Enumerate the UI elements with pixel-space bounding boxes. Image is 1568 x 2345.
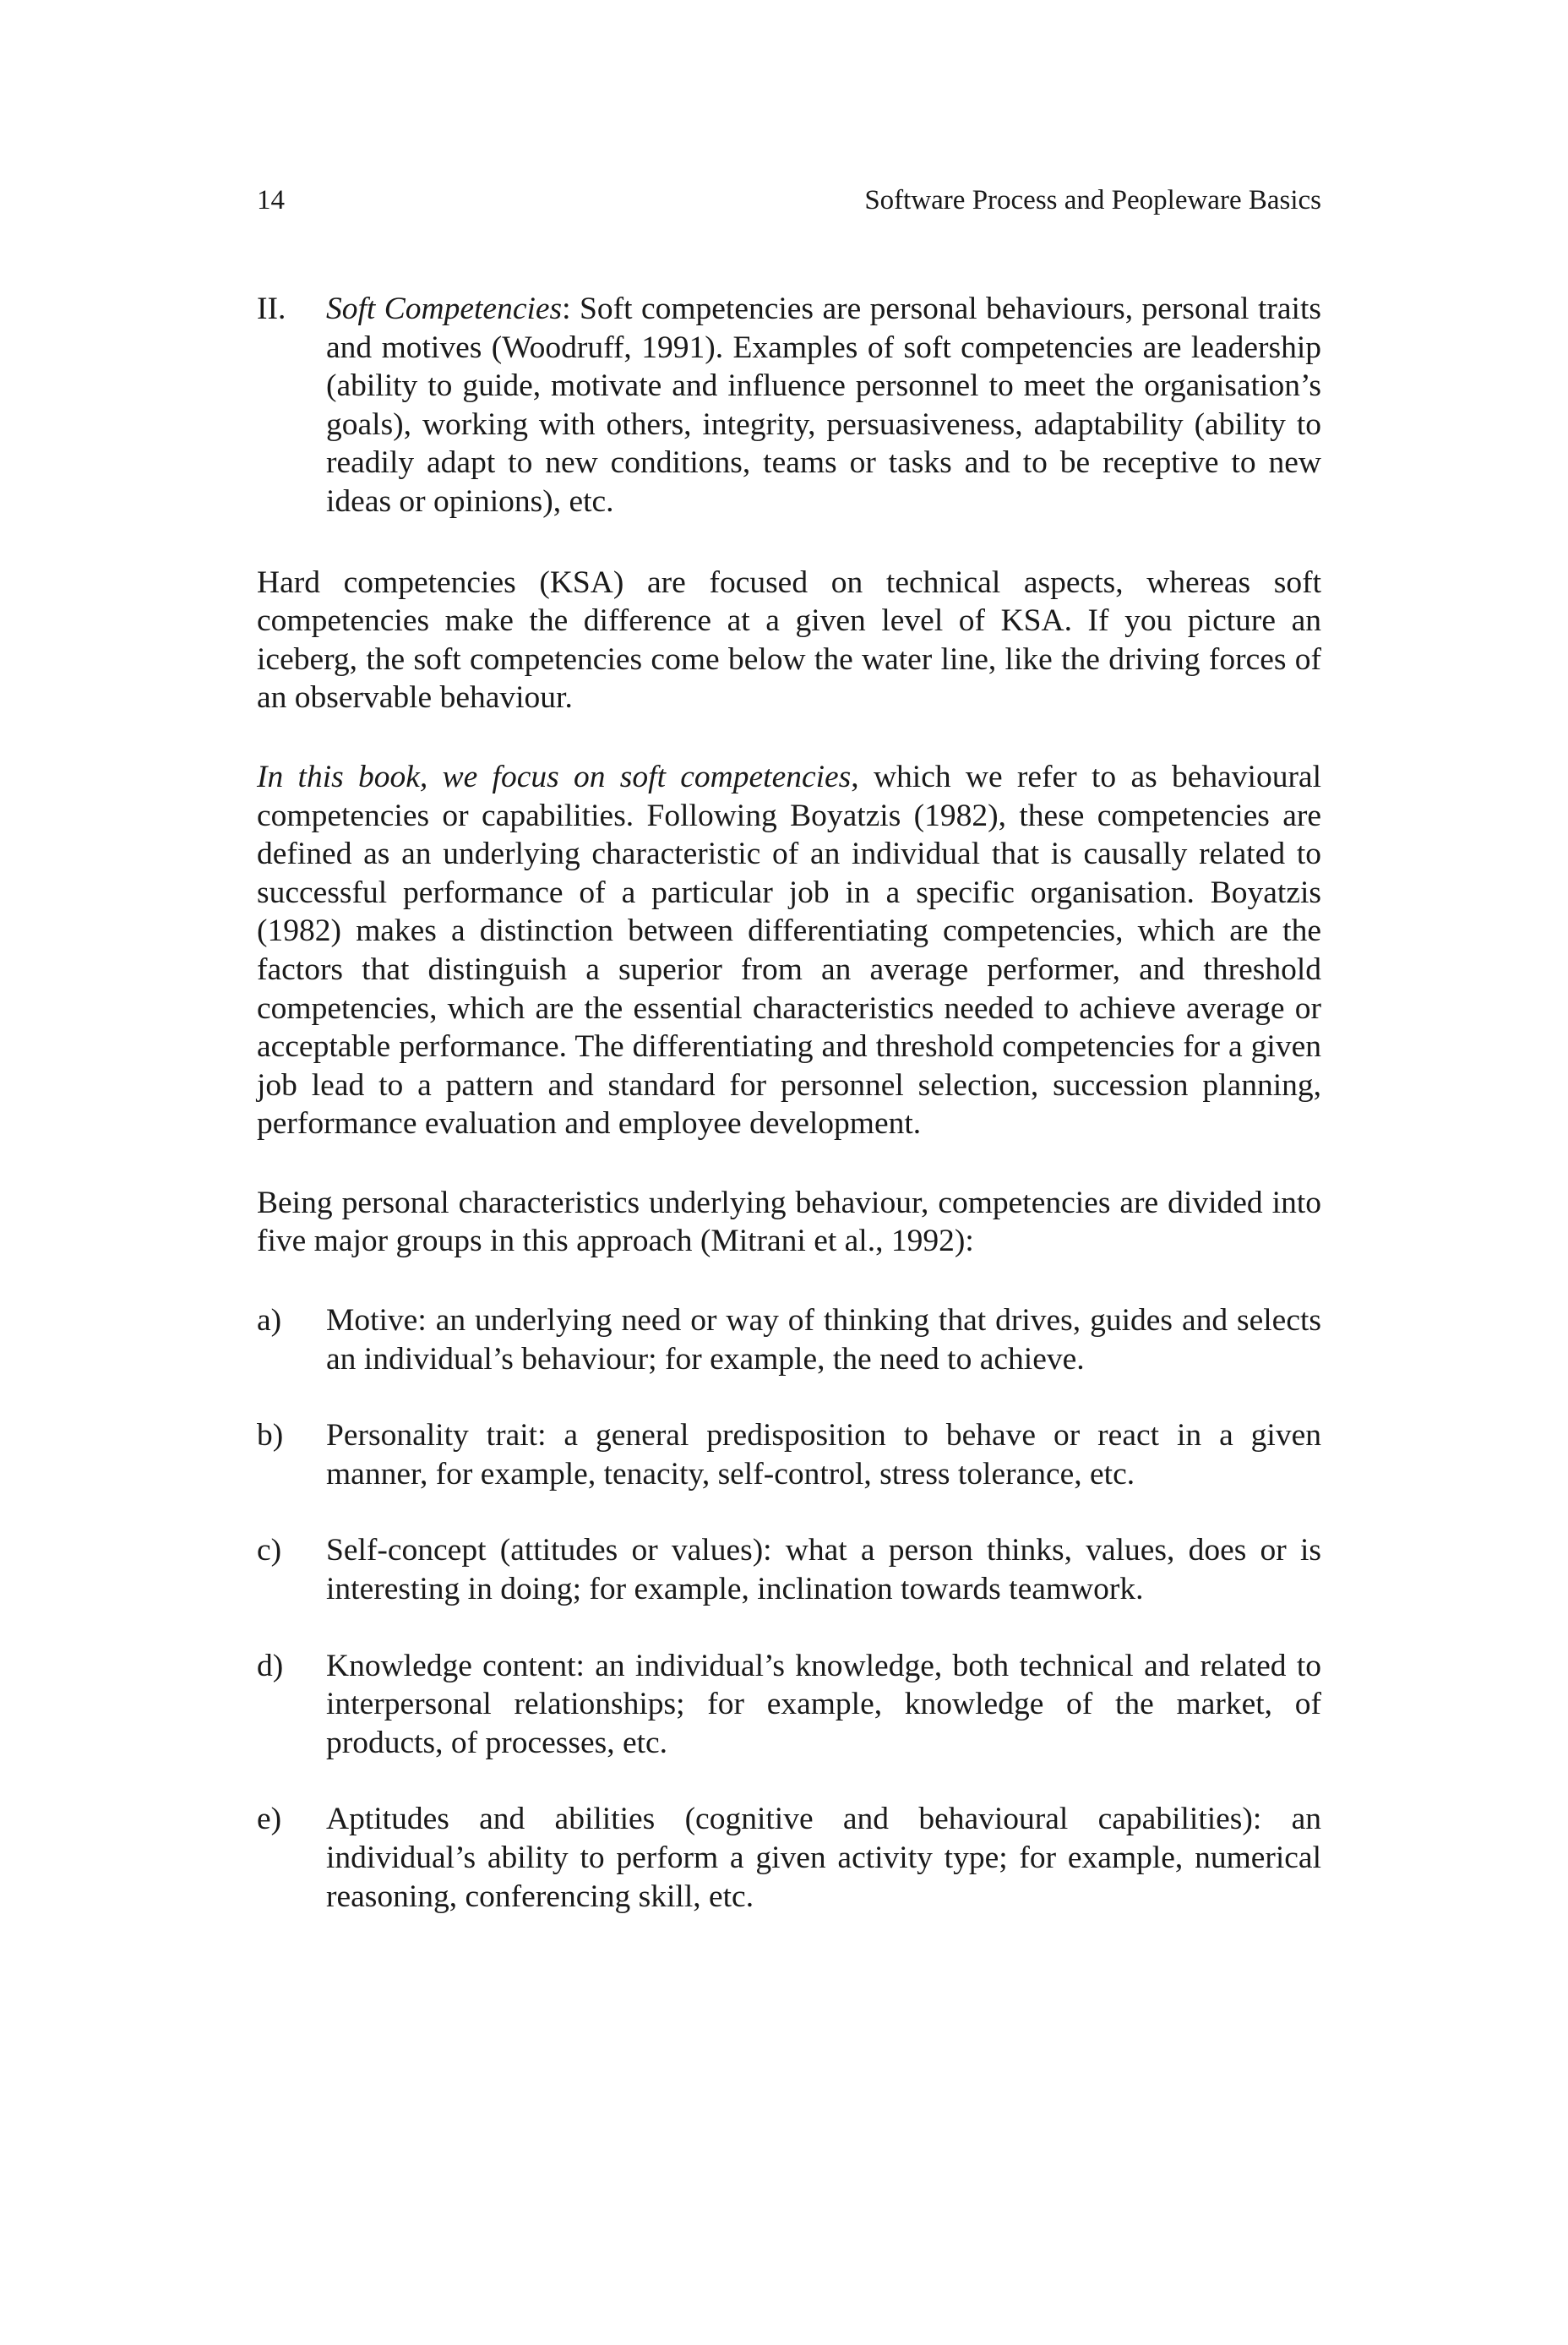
list-item-content: Personality trait: a general predisposition to behave or react in a given manner, for example, tenacity, self-control, stress tolerance, etc. (326, 1418, 1321, 1492)
definition-text: : Soft competencies are personal behaviours, personal traits and motives (Woodruff, 1991). Examples of soft competencies are leadership (ability to guide, motivate and influence personnel to meet the organisation’s goals), working with others, integrity, persuasiveness, adaptability (ability to readily adapt to new conditions, teams or tasks and to be receptive to new ideas or opinions), etc. (326, 292, 1321, 519)
paragraph-hard-competencies: Hard competencies (KSA) are focused on technical aspects, whereas soft competencies make the difference at a given level of KSA. If you picture an iceberg, the soft competencies come below the water line, like the driving forces of an observable behaviour. (257, 564, 1321, 716)
list-marker: II. (257, 292, 286, 326)
page-header (257, 179, 1321, 221)
list-marker: e) (257, 1802, 282, 1837)
list-item-content: Aptitudes and abilities (cognitive and behavioural capabilities): an individual’s ability to perform a given activity type; for example, numerical reasoning, conferencing skill, etc. (326, 1802, 1321, 1914)
list-item (257, 1301, 1321, 1378)
list-marker: b) (257, 1418, 284, 1453)
list-marker: d) (257, 1648, 284, 1683)
focus-statement: In this book, we focus on soft competencies (257, 759, 852, 794)
list-item-content: Knowledge content: an individual’s knowledge, both technical and related to interpersonal relationships; for example, knowledge of the market, of products, of processes, etc. (326, 1648, 1321, 1760)
list-item (257, 1647, 1321, 1763)
list-item (257, 1800, 1321, 1916)
list-marker: c) (257, 1533, 282, 1568)
paragraph-focus (257, 758, 1321, 1143)
paragraph-groups-intro: Being personal characteristics underlying behaviour, competencies are divided into five major groups in this approach (Mitrani et al., 1992): (257, 1185, 1321, 1259)
competency-groups-list (257, 1301, 1321, 1916)
list-marker: a) (257, 1303, 282, 1339)
list-item-content (326, 290, 1321, 521)
list-item-content: Self-concept (attitudes or values): what a person thinks, values, does or is interesting in doing; for example, inclination towards teamwork. (326, 1533, 1321, 1607)
list-item-content: Motive: an underlying need or way of thinking that drives, guides and selects an individual’s behaviour; for example, the need to achieve. (326, 1303, 1321, 1377)
list-item-soft-competencies (257, 290, 1321, 521)
list-item (257, 1531, 1321, 1608)
body-text (257, 290, 1321, 1916)
list-item (257, 1416, 1321, 1493)
running-title: Software Process and Peopleware Basics (864, 185, 1321, 215)
page-number: 14 (257, 185, 285, 215)
paragraph-focus-text: , which we refer to as behavioural competencies or capabilities. Following Boyatzis (1982), these competencies are defined as an underlying characteristic of an individual that is causally related to successful performance of a particular job in a specific organisation. Boyatzis (1982) makes a distinction between differentiating competencies, which are the factors that distinguish a superior from an average performer, and threshold competencies, which are the essential characteristics needed to achieve average or acceptable performance. The differentiating and threshold competencies for a given job lead to a pattern and standard for personnel selection, succession planning, performance evaluation and employee development. (257, 759, 1321, 1142)
term-soft-competencies: Soft Competencies (326, 292, 563, 326)
